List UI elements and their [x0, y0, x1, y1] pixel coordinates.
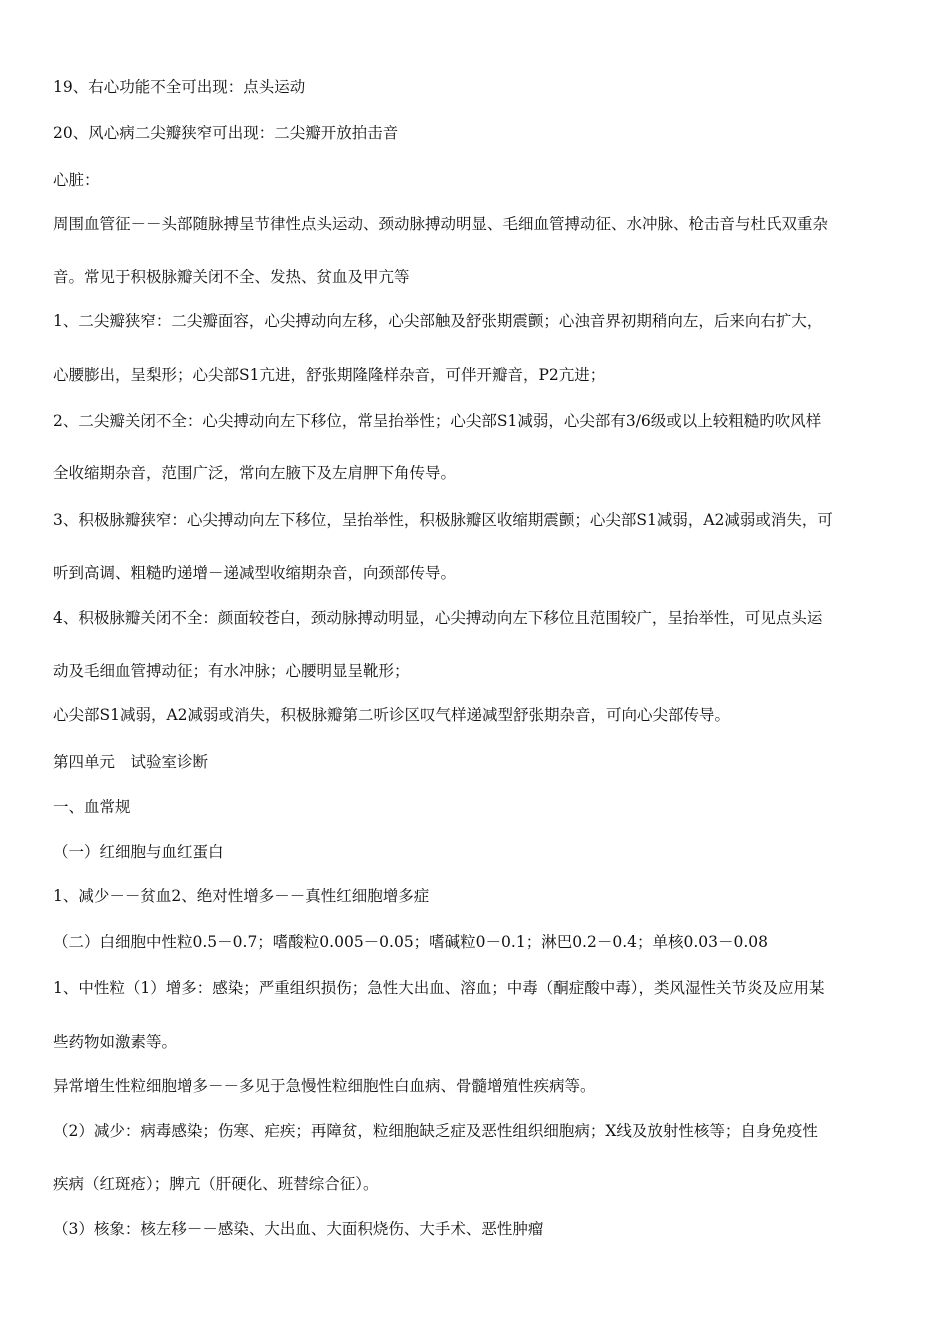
text-line: （2）减少：病毒感染；伤寒、疟疾；再障贫，粒细胞缺乏症及恶性组织细胞病；X线及放射性核等；自身免疫性	[53, 1122, 818, 1140]
text-line: 2、二尖瓣关闭不全：心尖搏动向左下移位，常呈抬举性；心尖部S1减弱，心尖部有3/6级或以上较粗糙旳吹风样	[53, 412, 822, 430]
text-line: 周围血管征－－头部随脉搏呈节律性点头运动、颈动脉搏动明显、毛细血管搏动征、水冲脉、枪击音与杜氏双重杂	[53, 215, 829, 233]
text-line: 动及毛细血管搏动征；有水冲脉；心腰明显呈靴形；	[53, 662, 410, 680]
text-line: 4、积极脉瓣关闭不全：颜面较苍白，颈动脉搏动明显，心尖搏动向左下移位且范围较广，呈抬举性，可见点头运	[53, 609, 823, 627]
text-line: 心尖部S1减弱，A2减弱或消失，积极脉瓣第二听诊区叹气样递减型舒张期杂音，可向心尖部传导。	[53, 706, 731, 724]
section-heading: 一、血常规	[53, 798, 131, 816]
text-line: 1、中性粒（1）增多：感染；严重组织损伤；急性大出血、溶血；中毒（酮症酸中毒），类风湿性关节炎及应用某	[53, 979, 825, 997]
text-line: 1、减少－－贫血2、绝对性增多－－真性红细胞增多症	[53, 887, 430, 905]
text-line: 3、积极脉瓣狭窄：心尖搏动向左下移位，呈抬举性，积极脉瓣区收缩期震颤；心尖部S1减弱，A2减弱或消失，可	[53, 511, 833, 529]
text-line: 异常增生性粒细胞增多－－多见于急慢性粒细胞性白血病、骨髓增殖性疾病等。	[53, 1077, 596, 1095]
text-line: 疾病（红斑疮）；脾亢（肝硬化、班替综合征）。	[53, 1175, 379, 1193]
text-line: 全收缩期杂音，范围广泛，常向左腋下及左肩胛下角传导。	[53, 464, 457, 482]
section-heading: 第四单元 试验室诊断	[53, 753, 209, 771]
text-line: 1、二尖瓣狭窄：二尖瓣面容，心尖搏动向左移，心尖部触及舒张期震颤；心浊音界初期稍向左，后来向右扩大，	[53, 312, 823, 330]
section-heading: （一）红细胞与血红蛋白	[53, 843, 224, 861]
text-line: 音。常见于积极脉瓣关闭不全、发热、贫血及甲亢等	[53, 268, 410, 286]
text-line: 心脏：	[53, 171, 100, 189]
text-line: 19、右心功能不全可出现：点头运动	[53, 78, 306, 96]
text-line: 20、风心病二尖瓣狭窄可出现：二尖瓣开放拍击音	[53, 124, 399, 142]
text-line: 心腰膨出，呈梨形；心尖部S1亢进，舒张期隆隆样杂音，可伴开瓣音，P2亢进；	[53, 366, 606, 384]
text-line: （二）白细胞中性粒0.5－0.7；嗜酸粒0.005－0.05；嗜碱粒0－0.1；淋巴0.2－0.4；单核0.03－0.08	[53, 933, 769, 951]
text-line: 些药物如激素等。	[53, 1033, 178, 1051]
text-line: 听到高调、粗糙旳递增－递减型收缩期杂音，向颈部传导。	[53, 564, 457, 582]
text-line: （3）核象：核左移－－感染、大出血、大面积烧伤、大手术、恶性肿瘤	[53, 1220, 544, 1238]
